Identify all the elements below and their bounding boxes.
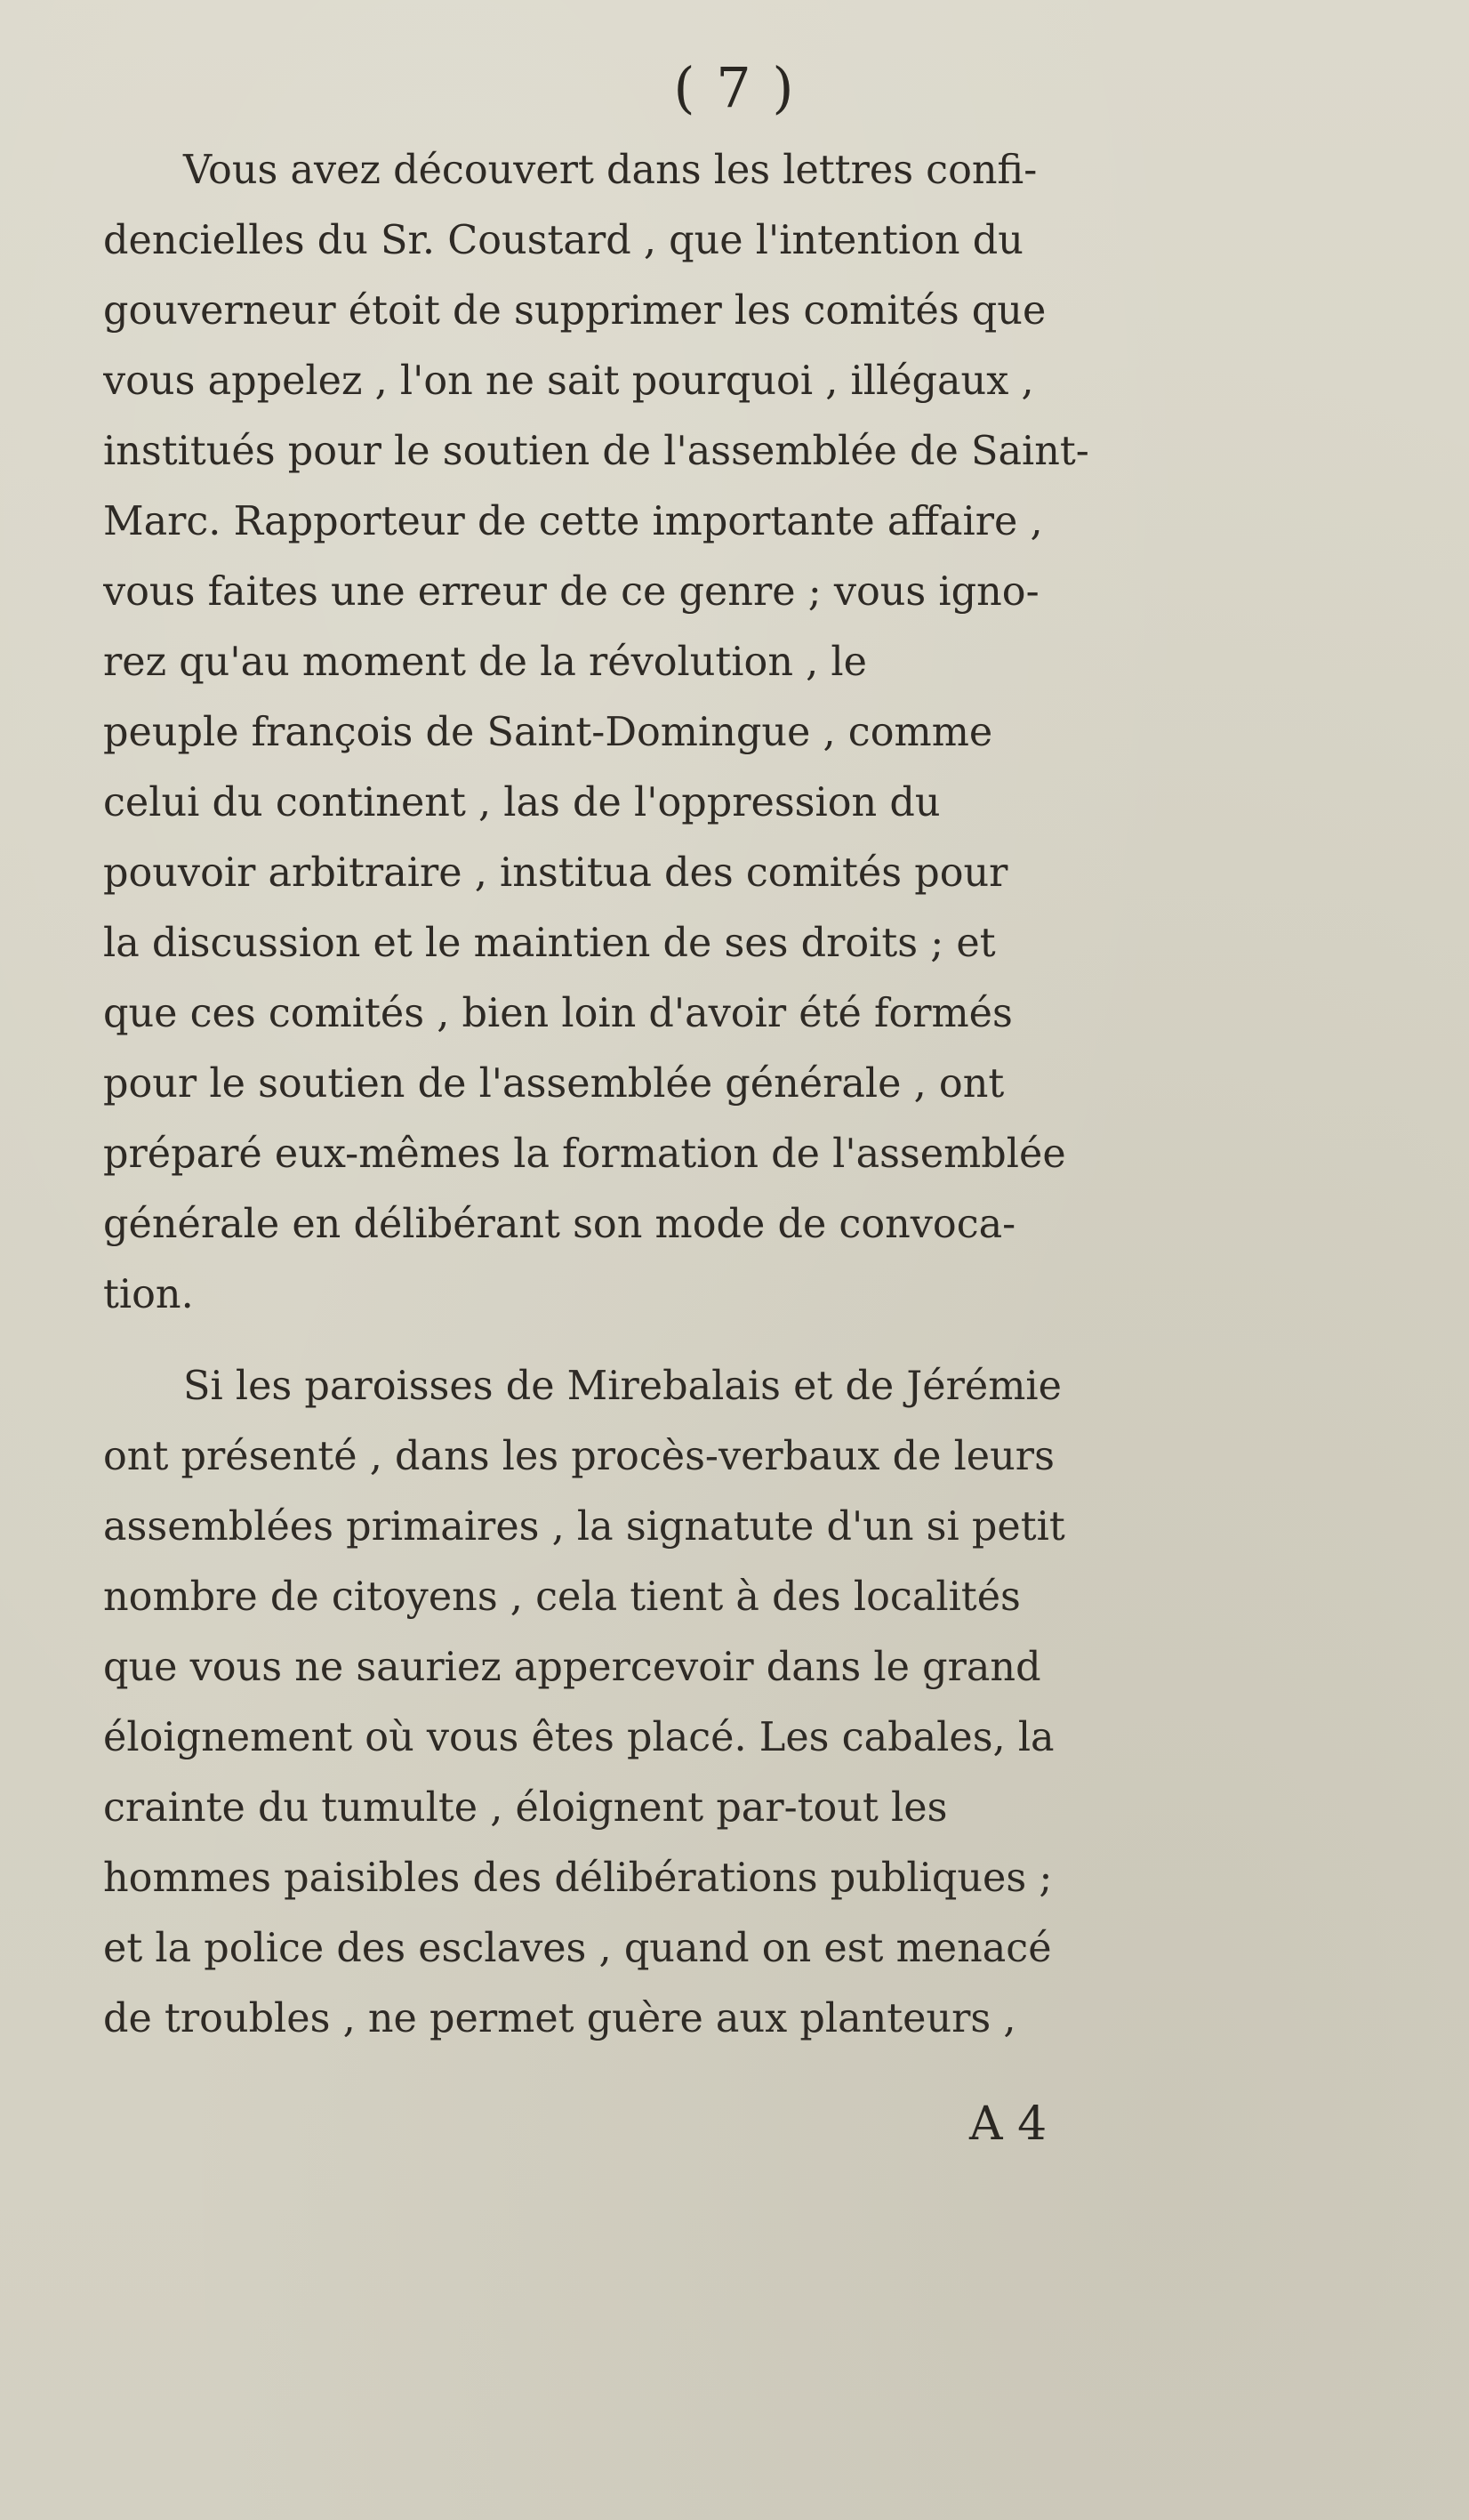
text-line: Marc. Rapporteur de cette importante affaire , — [103, 499, 1043, 544]
text-line: Si les paroisses de Mirebalais et de Jérémie — [183, 1364, 1062, 1409]
paragraph-2 — [103, 1351, 1245, 2054]
text-line: vous faites une erreur de ce genre ; vous igno- — [103, 569, 1040, 615]
text-line: assemblées primaires , la signatute d'un si petit — [103, 1504, 1065, 1550]
text-line: générale en délibérant son mode de convoca- — [103, 1202, 1016, 1247]
text-line: crainte du tumulte , éloignent par-tout les — [103, 1785, 948, 1831]
text-line: ont présenté , dans les procès-verbaux de leurs — [103, 1434, 1055, 1479]
text-line: dencielles du Sr. Coustard , que l'intention du — [103, 218, 1023, 263]
text-line: tion. — [103, 1272, 194, 1317]
text-line: la discussion et le maintien de ses droits ; et — [103, 921, 996, 966]
text-line: celui du continent , las de l'oppression du — [103, 780, 941, 825]
text-line: peuple françois de Saint-Domingue , comme — [103, 710, 993, 755]
text-line: pour le soutien de l'assemblée générale , ont — [103, 1061, 1005, 1107]
text-line: Vous avez découvert dans les lettres confi- — [183, 148, 1038, 193]
text-line: que ces comités , bien loin d'avoir été formés — [103, 991, 1013, 1036]
text-line: et la police des esclaves , quand on est menacé — [103, 1926, 1052, 1971]
text-line: vous appelez , l'on ne sait pourquoi , illégaux , — [103, 358, 1034, 404]
text-line: nombre de citoyens , cela tient à des localités — [103, 1574, 1021, 1620]
text-line: gouverneur étoit de supprimer les comités que — [103, 288, 1047, 334]
text-line: pouvoir arbitraire , institua des comités pour — [103, 850, 1008, 896]
text-line: de troubles , ne permet guère aux planteurs , — [103, 1996, 1016, 2041]
signature-mark: A 4 — [969, 2097, 1048, 2151]
paragraph-1 — [103, 135, 1245, 1330]
text-line: préparé eux-mêmes la formation de l'assemblée — [103, 1131, 1066, 1177]
page-number-header: ( 7 ) — [673, 55, 796, 120]
text-line: que vous ne sauriez appercevoir dans le grand — [103, 1645, 1041, 1690]
text-line: rez qu'au moment de la révolution , le — [103, 640, 867, 685]
text-line: hommes paisibles des délibérations publiques ; — [103, 1856, 1053, 1901]
text-line: institués pour le soutien de l'assemblée de Saint- — [103, 429, 1089, 474]
text-line: éloignement où vous êtes placé. Les cabales, la — [103, 1715, 1055, 1760]
